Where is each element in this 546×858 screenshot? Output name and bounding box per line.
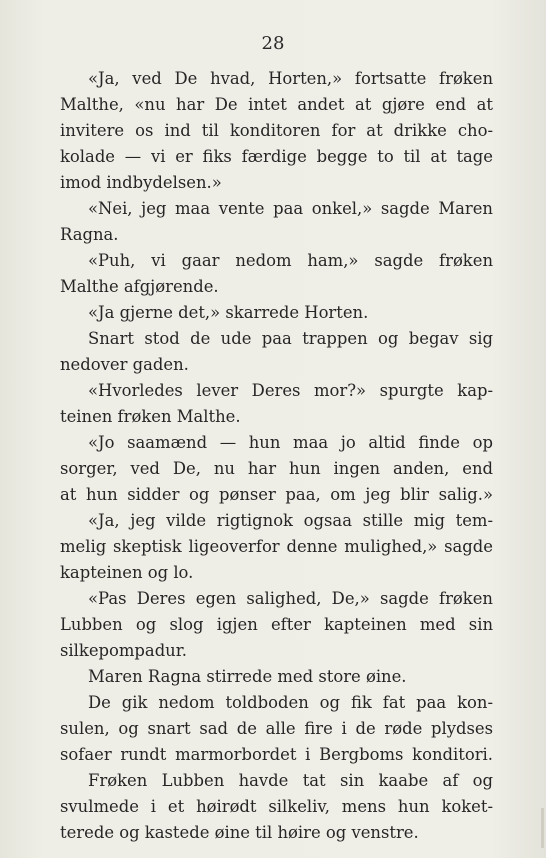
text-line: nedover gaden.: [60, 355, 189, 374]
text-line: kapteinen og lo.: [60, 563, 194, 582]
text-line: «Ja gjerne det,» skarrede Horten.: [88, 303, 369, 322]
text-line: «Ja, ved De hvad, Horten,» fortsatte frøken: [88, 69, 493, 88]
text-line: Snart stod de ude paa trappen og begav sig: [88, 329, 493, 348]
text-line: terede og kastede øine til høire og venstre.: [60, 823, 419, 842]
text-line: Frøken Lubben havde tat sin kaabe af og: [88, 771, 493, 790]
text-line: «Nei, jeg maa vente paa onkel,» sagde Maren: [88, 199, 493, 218]
text-line: «Pas Deres egen salighed, De,» sagde frøken: [88, 589, 493, 608]
paragraph: [60, 508, 493, 586]
paragraph: [60, 690, 493, 768]
text-line: melig skeptisk ligeoverfor denne mulighed,» sagde: [60, 537, 493, 556]
paragraph: [60, 196, 493, 248]
text-line: Malthe afgjørende.: [60, 277, 219, 296]
text-line: De gik nedom toldboden og fik fat paa kon-: [88, 693, 493, 712]
text-line: «Ja, jeg vilde rigtignok ogsaa stille mig tem-: [88, 511, 493, 530]
page-number: 28: [261, 33, 285, 54]
paragraph: [60, 586, 493, 664]
text-line: sofaer rundt marmorbordet i Bergboms konditori.: [60, 745, 493, 764]
paragraph: [60, 664, 493, 690]
paragraph: [60, 66, 493, 196]
paragraph: [60, 326, 493, 378]
paragraph: [60, 430, 493, 508]
paragraph: [60, 248, 493, 300]
text-line: «Hvorledes lever Deres mor?» spurgte kap-: [88, 381, 493, 400]
text-line: sulen, og snart sad de alle fire i de røde plydses: [60, 719, 493, 738]
paragraph: [60, 300, 493, 326]
text-line: at hun sidder og pønser paa, om jeg blir salig.»: [60, 485, 493, 504]
text-line: teinen frøken Malthe.: [60, 407, 241, 426]
text-line: Malthe, «nu har De intet andet at gjøre end at: [60, 95, 493, 114]
text-line: sorger, ved De, nu har hun ingen anden, end: [60, 459, 493, 478]
page-edge-shadow: [541, 808, 544, 848]
text-line: «Jo saamænd — hun maa jo altid finde op: [88, 433, 493, 452]
paragraph: [60, 378, 493, 430]
text-line: Maren Ragna stirrede med store øine.: [88, 667, 407, 686]
paragraph: [60, 768, 493, 846]
text-line: invitere os ind til konditoren for at drikke cho-: [60, 121, 493, 140]
text-line: Ragna.: [60, 225, 119, 244]
text-line: svulmede i et høirødt silkeliv, mens hun koket-: [60, 797, 493, 816]
text-line: imod indbydelsen.»: [60, 173, 222, 192]
text-line: kolade — vi er fiks færdige begge to til at tage: [60, 147, 493, 166]
text-line: «Puh, vi gaar nedom ham,» sagde frøken: [88, 251, 493, 270]
text-line: Lubben og slog igjen efter kapteinen med sin: [60, 615, 493, 634]
text-line: silkepompadur.: [60, 641, 187, 660]
body-text: [60, 66, 493, 846]
